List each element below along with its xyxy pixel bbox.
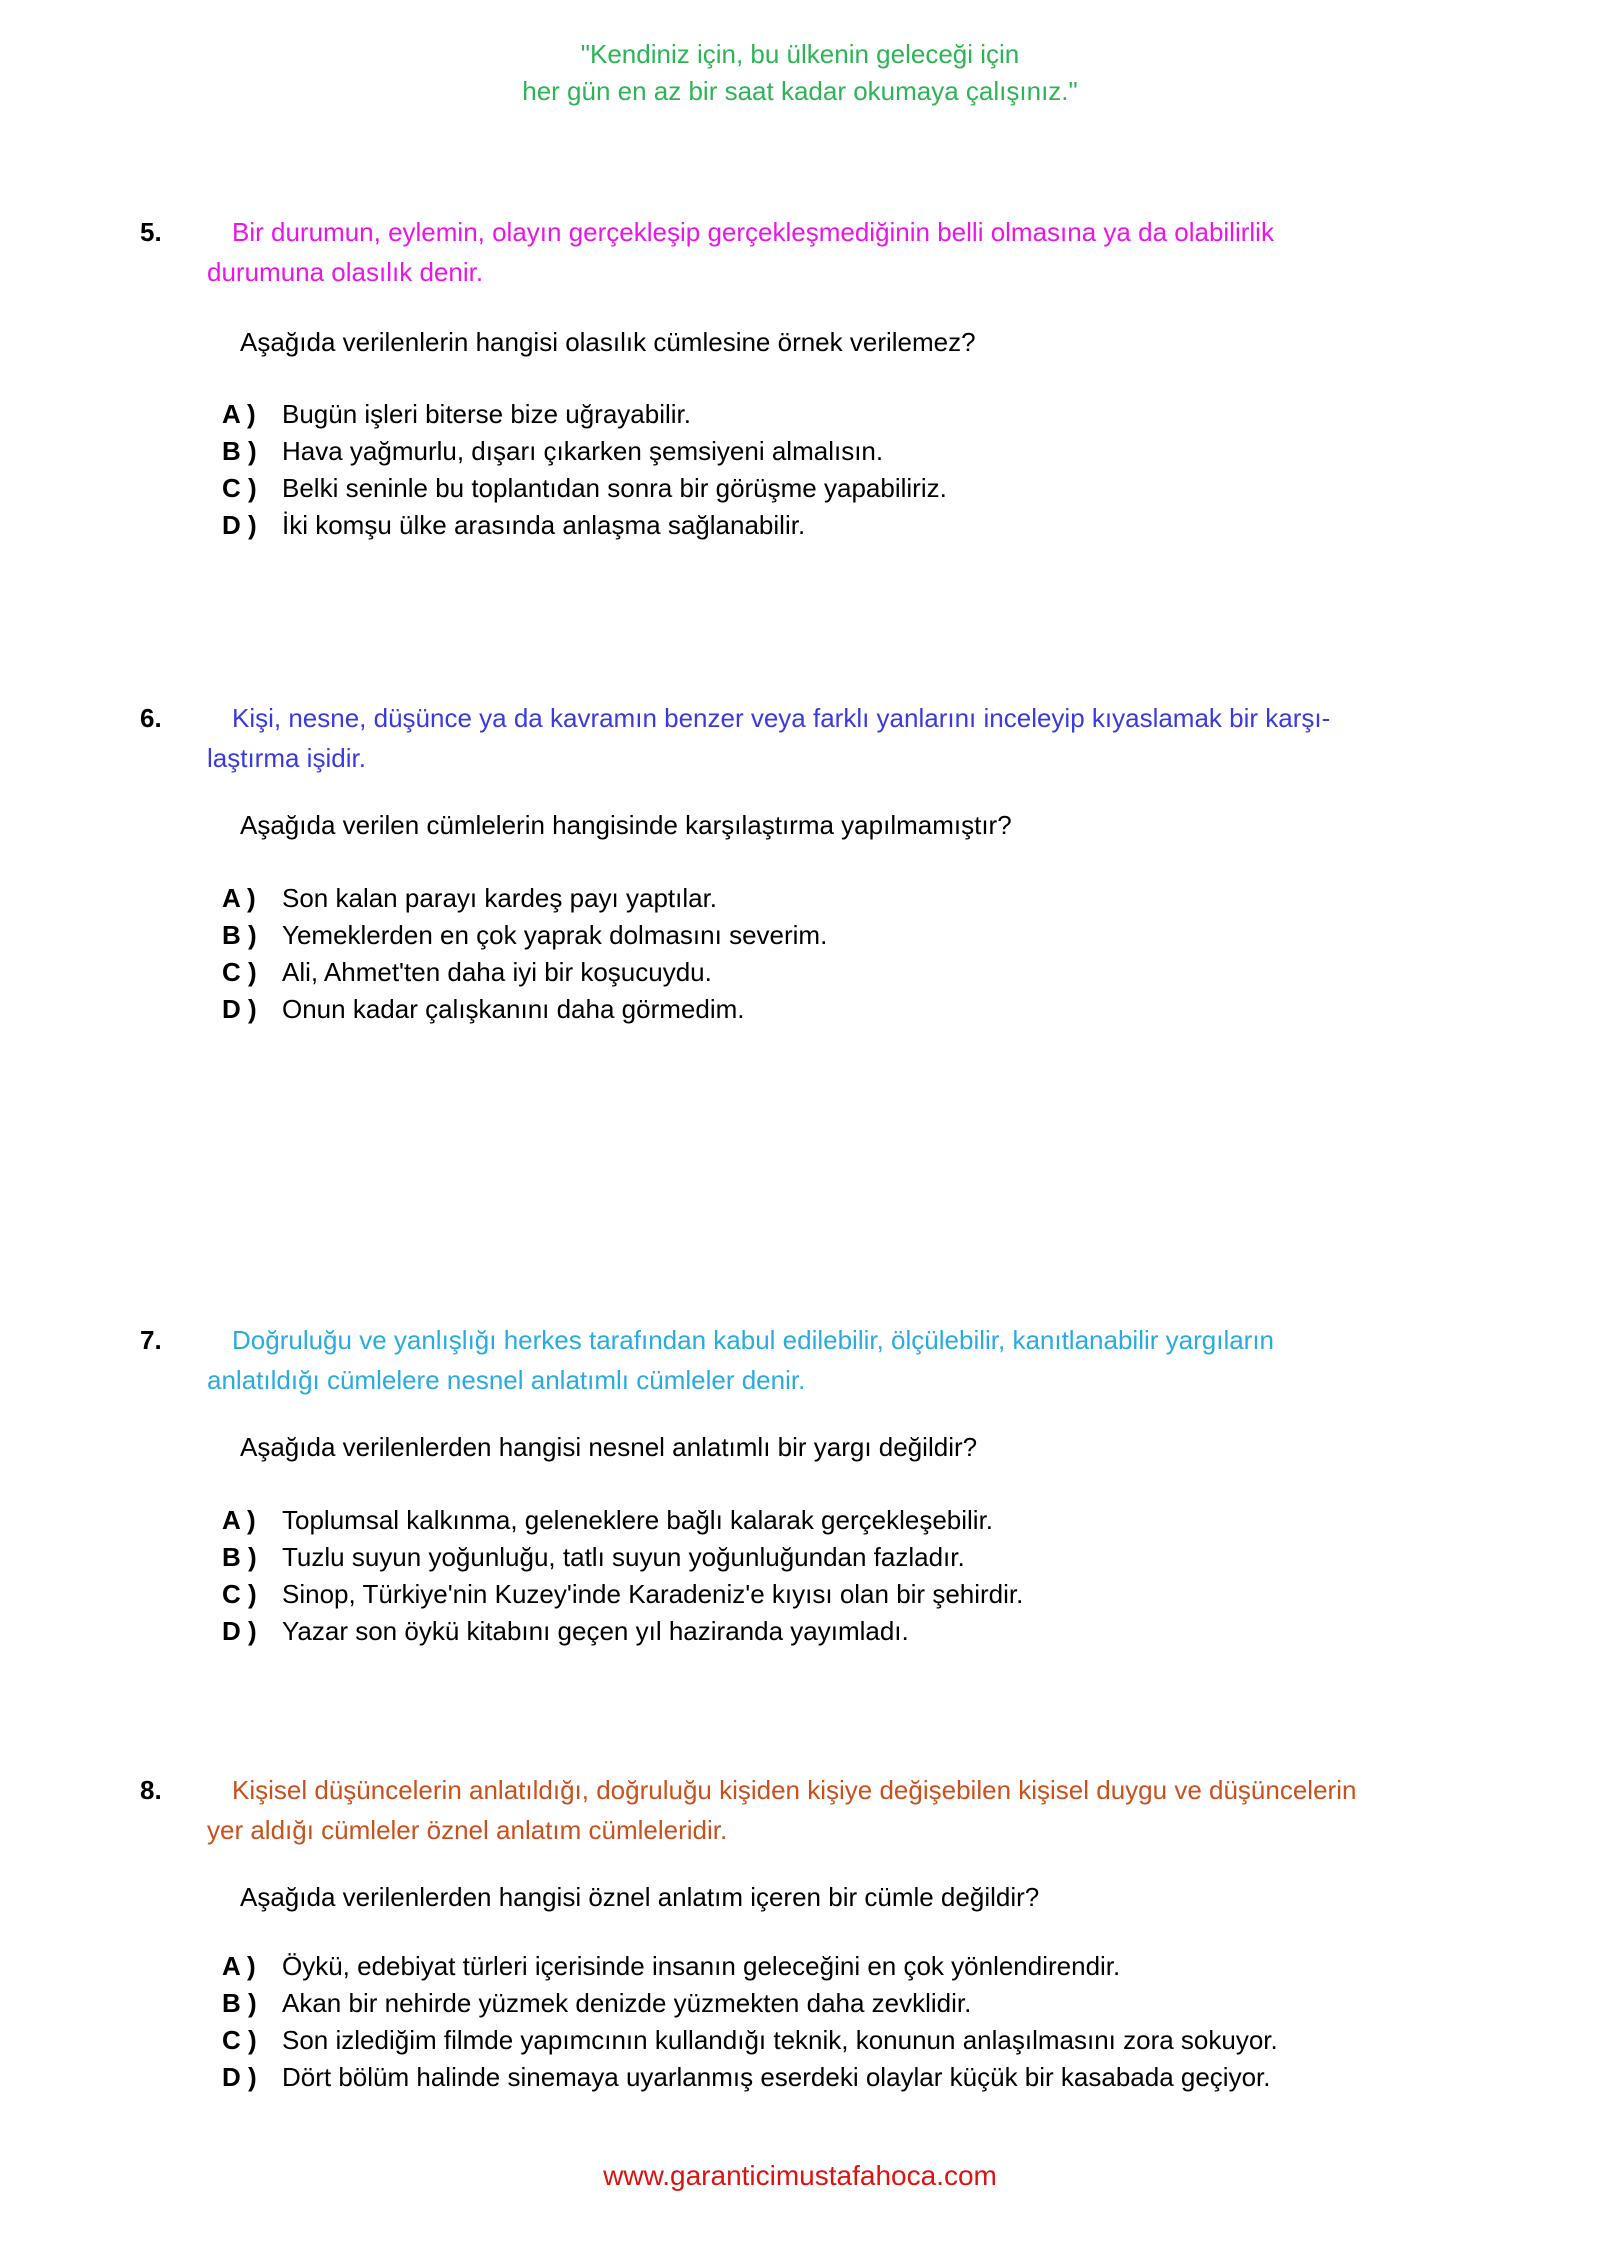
footer-website-link[interactable]: www.garanticimustafahoca.com [603,2160,997,2191]
question-7-number: 7. [140,1325,162,1355]
option-letter: D ) [222,1616,257,1646]
definition-line: laştırma işidir. [207,743,366,773]
option-text: İki komşu ülke arasında anlaşma sağlanabilir. [282,510,806,540]
option-text: Akan bir nehirde yüzmek denizde yüzmekten daha zevklidir. [282,1988,972,2018]
question-7-options [222,1502,1472,1650]
option-text: Bugün işleri biterse bize uğrayabilir. [282,399,691,429]
option-d [222,2059,1472,2096]
option-c [222,2022,1472,2059]
option-c [222,1576,1472,1613]
definition-line: Doğruluğu ve yanlışlığı herkes tarafından kabul edilebilir, ölçülebilir, kanıtlanabilir yargıların [232,1325,1275,1355]
definition-line: durumuna olasılık denir. [207,257,484,287]
option-text: Öykü, edebiyat türleri içerisinde insanın geleceğini en çok yönlendirendir. [282,1951,1121,1981]
question-8-prompt: Aşağıda verilenlerden hangisi öznel anlatım içeren bir cümle değildir? [240,1882,1040,1912]
option-letter: A ) [222,1951,256,1981]
option-letter: A ) [222,883,256,913]
option-text: Hava yağmurlu, dışarı çıkarken şemsiyeni almalısın. [282,436,884,466]
question-5-prompt: Aşağıda verilenlerin hangisi olasılık cümlesine örnek verilemez? [240,327,976,357]
option-text: Belki seninle bu toplantıdan sonra bir görüşme yapabiliriz. [282,473,947,503]
option-d [222,507,1472,544]
option-text: Onun kadar çalışkanını daha görmedim. [282,994,745,1024]
option-a [222,880,1472,917]
option-letter: B ) [222,920,257,950]
option-d [222,1613,1472,1650]
option-letter: B ) [222,1988,257,2018]
option-a [222,396,1472,433]
question-7-prompt: Aşağıda verilenlerden hangisi nesnel anlatımlı bir yargı değildir? [240,1432,978,1462]
question-6-options [222,880,1472,1028]
option-letter: D ) [222,994,257,1024]
question-8-number: 8. [140,1775,162,1805]
question-6-number: 6. [140,703,162,733]
option-c [222,470,1472,507]
option-letter: D ) [222,2062,257,2092]
definition-line: Bir durumun, eylemin, olayın gerçekleşip gerçekleşmediğinin belli olmasına ya da olabilirlik [232,217,1274,247]
option-letter: D ) [222,510,257,540]
question-5-number: 5. [140,217,162,247]
option-b [222,1539,1472,1576]
option-text: Sinop, Türkiye'nin Kuzey'inde Karadeniz'e kıyısı olan bir şehirdir. [282,1579,1024,1609]
question-7-definition [207,1320,1417,1400]
option-text: Yazar son öykü kitabını geçen yıl haziranda yayımladı. [282,1616,909,1646]
option-letter: C ) [222,473,257,503]
option-b [222,433,1472,470]
option-text: Toplumsal kalkınma, geleneklere bağlı kalarak gerçekleşebilir. [282,1505,994,1535]
option-letter: C ) [222,2025,257,2055]
option-text: Son kalan parayı kardeş payı yaptılar. [282,883,718,913]
question-6-prompt: Aşağıda verilen cümlelerin hangisinde karşılaştırma yapılmamıştır? [240,810,1012,840]
option-b [222,917,1472,954]
question-8-options [222,1948,1472,2096]
option-letter: A ) [222,1505,256,1535]
option-d [222,991,1472,1028]
header-quote-line-2: her gün en az bir saat kadar okumaya çalışınız." [522,76,1078,106]
option-letter: B ) [222,1542,257,1572]
option-text: Son izlediğim filmde yapımcının kullandığı teknik, konunun anlaşılmasını zora sokuyor. [282,2025,1278,2055]
question-5-options [222,396,1472,544]
definition-line: anlatıldığı cümlelere nesnel anlatımlı cümleler denir. [207,1365,806,1395]
option-letter: C ) [222,1579,257,1609]
option-a [222,1502,1472,1539]
option-text: Tuzlu suyun yoğunluğu, tatlı suyun yoğunluğundan fazladır. [282,1542,965,1572]
question-6-definition [207,698,1417,778]
definition-line: yer aldığı cümleler öznel anlatım cümleleridir. [207,1815,728,1845]
question-5-definition [207,212,1417,292]
option-letter: A ) [222,399,256,429]
option-text: Ali, Ahmet'ten daha iyi bir koşucuydu. [282,957,712,987]
question-8-definition [207,1770,1417,1850]
definition-line: Kişisel düşüncelerin anlatıldığı, doğruluğu kişiden kişiye değişebilen kişisel duygu ve düşüncelerin [232,1775,1357,1805]
option-a [222,1948,1472,1985]
option-text: Dört bölüm halinde sinemaya uyarlanmış eserdeki olaylar küçük bir kasabada geçiyor. [282,2062,1271,2092]
header-quote-line-1: "Kendiniz için, bu ülkenin geleceği için [580,39,1020,69]
option-text: Yemeklerden en çok yaprak dolmasını severim. [282,920,828,950]
option-c [222,954,1472,991]
option-letter: C ) [222,957,257,987]
option-b [222,1985,1472,2022]
header-quote [0,36,1600,110]
option-letter: B ) [222,436,257,466]
definition-line: Kişi, nesne, düşünce ya da kavramın benzer veya farklı yanlarını inceleyip kıyaslamak bir karşı- [232,703,1331,733]
